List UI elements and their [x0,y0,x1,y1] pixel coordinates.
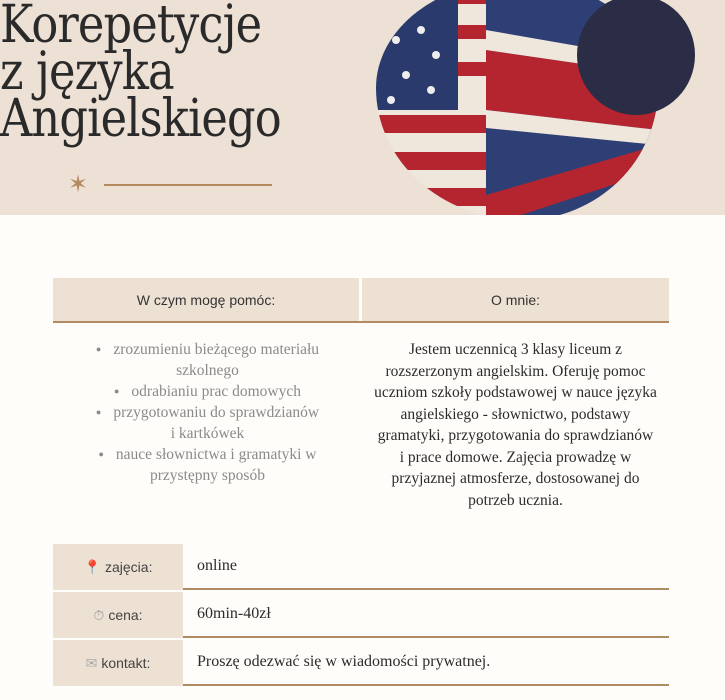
list-item: ● odrabianiu prac domowych [93,381,322,402]
decorative-divider [104,184,272,186]
stopwatch-icon: ⏱ [93,606,105,623]
list-item: ● zrozumieniu bieżącego materiału szkolnego [93,339,322,381]
row-label: cena: [108,607,143,623]
list-item: ● przygotowaniu do sprawdzianów i kartkówek [93,402,322,444]
row-label: kontakt: [101,655,151,671]
decorative-circle [577,0,695,115]
row-value: 60min-40zł [183,592,669,638]
about-table [53,278,669,511]
row-label: zajęcia: [104,559,153,575]
about-header: O mnie: [490,291,540,308]
info-table [53,544,669,688]
about-text: Jestem uczennicą 3 klasy liceum z rozszerzonym angielskim. Oferuję pomoc uczniom szkoły podstawowej w nauce języka angielskiego - słownictwo, podstawy gramatyki, przygotowania do sprawdzianów i prace domowe. Zajęcia prowadzę w przyjaznej atmosferze, dostosowanej do potrzeb ucznia. [374,341,657,509]
row-value: Proszę odezwać się w wiadomości prywatnej. [183,640,669,686]
row-value: online [183,544,669,590]
table-row [53,592,669,638]
envelope-icon: ✉ [85,654,98,671]
table-row [53,544,669,590]
help-header: W czym mogę pomóc: [53,278,362,321]
list-item: ● nauce słownictwa i gramatyki w przystępny sposób [93,444,322,486]
hero-banner [0,0,725,215]
table-row [53,640,669,686]
pin-icon: 📍 [83,558,101,575]
sparkle-icon: ✶ [68,172,89,198]
help-list [53,323,362,511]
page-title: Korepetycje z języka Angielskiego [0,0,281,149]
